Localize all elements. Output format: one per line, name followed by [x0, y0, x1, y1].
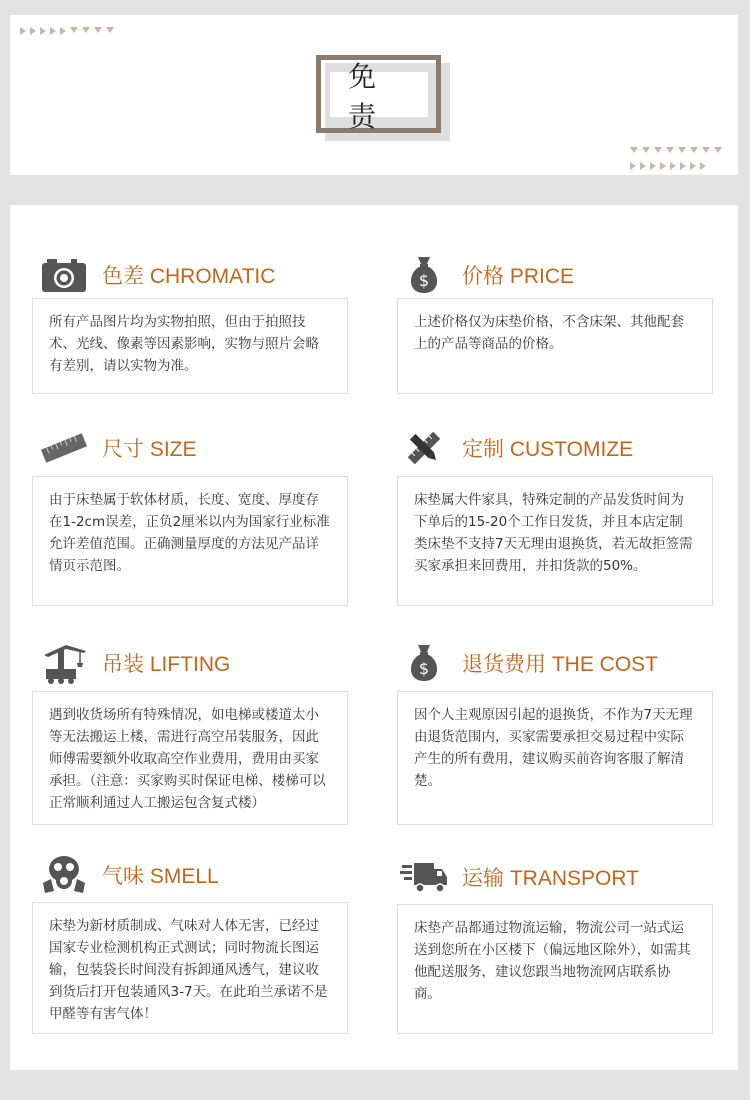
- section-title: 定制 CUSTOMIZE: [462, 438, 634, 461]
- section-size-header: [40, 428, 197, 468]
- section-smell-header: [40, 855, 219, 895]
- decorative-triangles-bottom-2: [630, 162, 706, 170]
- crane-icon: [40, 643, 88, 683]
- money-bag-icon: [400, 643, 448, 683]
- section-lifting-header: [40, 643, 230, 683]
- section-chromatic-header: [40, 255, 275, 295]
- svg-text:$: $: [418, 659, 430, 678]
- section-price-text: 上述价格仅为床垫价格，不含床架、其他配套上的产品等商品的价格。: [397, 298, 713, 394]
- svg-text:$: $: [418, 271, 430, 290]
- section-cost-text: 因个人主观原因引起的退换货，不作为7天无理由退货范围内，买家需要承担交易过程中实际产生的所有费用，建议购买前咨询客服了解清楚。: [397, 691, 713, 825]
- page-title: 免 责: [330, 72, 428, 117]
- decorative-triangles-top: [20, 27, 114, 35]
- money-bag-icon: [400, 255, 448, 295]
- section-title: 吊装 LIFTING: [102, 653, 231, 676]
- camera-icon: [40, 255, 88, 295]
- section-title: 退货费用 THE COST: [462, 653, 659, 676]
- section-transport-header: [400, 857, 639, 897]
- section-customize-header: [400, 428, 633, 468]
- section-chromatic-text: 所有产品图片均为实物拍照，但由于拍照技术、光线、像素等因素影响，实物与照片会略有差别，请以实物为准。: [32, 298, 348, 394]
- pencil-ruler-icon: [400, 428, 448, 468]
- section-title: 气味 SMELL: [102, 865, 219, 888]
- section-title: 尺寸 SIZE: [102, 438, 197, 461]
- section-title: 价格 PRICE: [462, 265, 575, 288]
- truck-icon: [400, 857, 448, 897]
- section-transport-text: 床垫产品都通过物流运输，物流公司一站式运送到您所在小区楼下（偏远地区除外），如需其他配送服务，建议您跟当地物流网店联系协商。: [397, 904, 713, 1034]
- section-size-text: 由于床垫属于软体材质，长度、宽度、厚度存在1-2cm误差，正负2厘米以内为国家行业标准允许差值范围。正确测量厚度的方法见产品详情页示范图。: [32, 476, 348, 606]
- section-lifting-text: 遇到收货场所有特殊情况，如电梯或楼道太小等无法搬运上楼，需进行高空吊装服务，因此师傅需要额外收取高空作业费用，费用由买家承担。（注意：买家购买时保证电梯、楼梯可以正常顺利通过人工搬运包含复式楼）: [32, 691, 348, 825]
- section-smell-text: 床垫为新材质制成、气味对人体无害，已经过国家专业检测机构正式测试；同时物流长图运输，包装袋长时间没有拆卸通风透气，建议收到货后打开包装通风3-7天。在此珀兰承诺不是甲醛等有害气体！: [32, 902, 348, 1034]
- section-price-header: [400, 255, 574, 295]
- section-title: 色差 CHROMATIC: [102, 265, 276, 288]
- section-title: 运输 TRANSPORT: [462, 867, 639, 890]
- section-customize-text: 床垫属大件家具，特殊定制的产品发货时间为下单后的15-20个工作日发货，并且本店定制类床垫不支持7天无理由退换货，若无故拒签需买家承担来回费用，并扣货款的50%。: [397, 476, 713, 606]
- gas-mask-icon: [40, 855, 88, 895]
- decorative-triangles-bottom-1: [630, 147, 722, 153]
- ruler-icon: [40, 428, 88, 468]
- section-cost-header: [400, 643, 658, 683]
